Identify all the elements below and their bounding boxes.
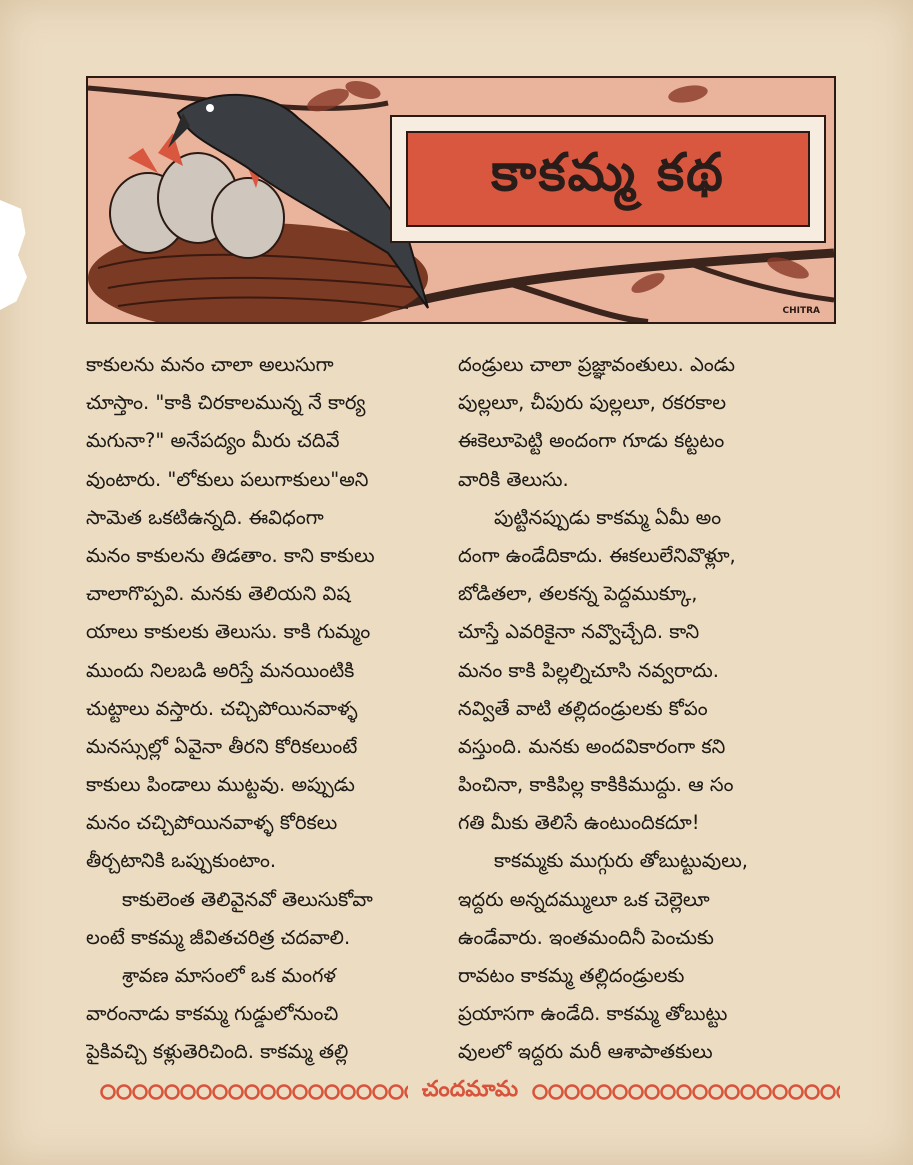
text-line: కాకులను మనం చాలా అలుసుగా [86, 353, 334, 376]
magazine-name: చందమామ [421, 1077, 519, 1102]
text-line: ఈకెలూపెట్టి అందంగా గూడు కట్టటం [458, 429, 725, 453]
text-line: చూస్తాం. "కాకి చిరకాలమున్న నే కార్య [86, 391, 366, 415]
text-line: మనం చచ్చిపోయినవాళ్ళ కోరికలు [86, 811, 338, 835]
text-line: దంగా ఉండేదికాదు. ఈకలులేనివొళ్లూ, [458, 543, 736, 567]
title-frame [390, 115, 826, 243]
text-line: మగునా?" అనేపద్యం మీరు చదివే [86, 429, 340, 453]
text-line: సామెత ఒకటిఉన్నది. ఈవిధంగా [86, 505, 324, 529]
text-line: గతి మీకు తెలిసే ఉంటుందికదూ! [458, 811, 700, 835]
paragraph-start: పుట్టినప్పుడు కాకమ్మ ఏమీ అం [494, 505, 722, 529]
text-line: చాలాగొప్పవి. మనకు తెలియని విష [86, 582, 351, 606]
torn-edge [0, 200, 30, 310]
text-line: వారంనాడు కాకమ్మ గుడ్డులోనుంచి [86, 1002, 339, 1026]
text-line: రావటం కాకమ్మ తల్లిదండ్రులకు [458, 964, 685, 987]
paragraph-start: శ్రావణ మాసంలో ఒక మంగళ [122, 964, 336, 987]
left-column [86, 346, 464, 1072]
page-footer [100, 1072, 840, 1112]
text-line: ఉండేవారు. ఇంతమందినీ పెంచుకు [458, 925, 714, 949]
text-line: లంటే కాకమ్మ జీవితచరిత్ర చదవాలి. [86, 925, 351, 949]
title-banner [86, 76, 836, 324]
artist-signature: CHITRA [782, 306, 820, 316]
text-line: చుట్టాలు వస్తారు. చచ్చిపోయినవాళ్ళ [86, 696, 358, 720]
text-line: ముందు నిలబడి అరిస్తే మనయింటికి [86, 658, 355, 682]
footer-ornament-left [100, 1081, 408, 1103]
text-line: నవ్వితే వాటి తల్లిదండ్రులకు కోపం [458, 696, 708, 720]
text-line: ప్రయాసగా ఉండేది. కాకమ్మ తోబుట్టు [458, 1002, 728, 1026]
right-column [458, 346, 836, 1072]
footer-ornament-right [532, 1081, 840, 1103]
text-line: దండ్రులు చాలా ప్రజ్ఞావంతులు. ఎండు [458, 353, 735, 376]
story-title: కాకమ్మ కథ [491, 142, 725, 203]
text-line: పైకివచ్చి కళ్లుతెరిచింది. కాకమ్మ తల్లి [86, 1040, 349, 1064]
text-line: మనం కాకి పిల్లల్నిచూసి నవ్వరాదు. [458, 658, 719, 682]
text-line: కాకులు పిండాలు ముట్టవు. అప్పుడు [86, 773, 355, 797]
text-line: పుల్లలూ, చీపురు పుల్లలూ, రకరకాల [458, 391, 727, 415]
text-line: ఇద్దరు అన్నదమ్ములూ ఒక చెల్లెలూ [458, 887, 710, 911]
text-line: పించినా, కాకిపిల్ల కాకికిముద్దు. ఆ సం [458, 773, 734, 797]
text-line: బోడితలా, తలకన్న పెద్దముక్కూ, [458, 582, 698, 606]
text-line: వులలో ఇద్దరు మరీ ఆశాపాతకులు [458, 1040, 713, 1064]
text-line: తీర్చటానికి ఒప్పుకుంటాం. [86, 849, 277, 873]
text-line: మనస్సుల్లో ఏవైనా తీరని కోరికలుంటే [86, 734, 358, 758]
title-panel [406, 131, 810, 227]
text-line: యాలు కాకులకు తెలుసు. కాకి గుమ్మం [86, 620, 371, 644]
paragraph-start: కాకమ్మకు ముగ్గురు తోబుట్టువులు, [494, 849, 748, 873]
text-line: వస్తుంది. మనకు అందవికారంగా కని [458, 734, 726, 758]
text-line: వారికి తెలుసు. [458, 467, 569, 491]
text-line: మనం కాకులను తిడతాం. కాని కాకులు [86, 543, 375, 567]
paragraph-start: కాకులెంత తెలివైనవో తెలుసుకోవా [122, 887, 373, 911]
text-line: వుంటారు. "లోకులు పలుగాకులు"అని [86, 467, 369, 491]
text-line: చూస్తే ఎవరికైనా నవ్వొచ్చేది. కాని [458, 620, 700, 644]
